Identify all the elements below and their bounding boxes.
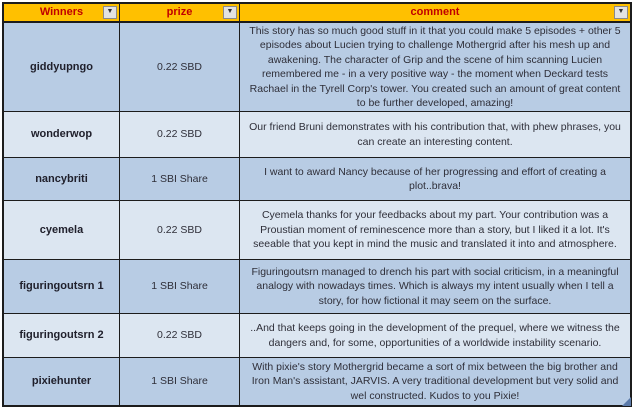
prize-cell[interactable]: 1 SBI Share [120,358,239,405]
column-header-winners-label: Winners [39,6,84,19]
comment-cell[interactable]: Our friend Bruni demonstrates with his contribution that, with phew phrases, you can create an interesting content. [240,112,630,157]
filter-button-winners[interactable] [103,6,117,19]
comment-cell[interactable]: Figuringoutsrn managed to drench his part with social criticism, in a meaningful analogy with nowadays times. Which is always my intent usually when I tell a story, for how fictional it may seem on the surface. [240,260,630,313]
prize-cell[interactable]: 1 SBI Share [120,260,239,313]
column-header-prize-label: prize [166,6,193,19]
filter-dropdown-icon: ▼ [106,8,114,16]
comment-cell[interactable]: This story has so much good stuff in it that you could make 5 episodes + other 5 episodes about Lucien trying to challenge Mothergrid after his mesh up and awakening. The character of Grip and the scene of him scanning Lucien remembered me - in a very positive way - the moment when Deckard tests Rachael in the Tyrell Corp's tower. You created such an amount of great content to be further developed, amazing! [240,23,630,111]
column-header-comment[interactable] [240,4,630,22]
comment-cell[interactable]: I want to award Nancy because of her progressing and effort of creating a plot..brava! [240,158,630,200]
column-header-prize[interactable] [120,4,239,22]
filter-button-comment[interactable] [614,6,628,19]
winner-cell[interactable]: cyemela [4,201,119,259]
prize-cell[interactable]: 0.22 SBD [120,314,239,357]
table-resize-handle[interactable] [622,397,631,406]
filter-dropdown-icon: ▼ [226,8,234,16]
winner-cell[interactable]: nancybriti [4,158,119,200]
winner-cell[interactable]: wonderwop [4,112,119,157]
comment-cell[interactable]: Cyemela thanks for your feedbacks about my part. Your contribution was a Proustian moment of reminescence more than a story, but I liked it a lot. It's seeable that you kept in mind the music and translated it into and atmosphere. [240,201,630,259]
column-header-winners[interactable] [4,4,119,22]
prize-cell[interactable]: 0.22 SBD [120,23,239,111]
filter-button-prize[interactable] [223,6,237,19]
prize-cell[interactable]: 1 SBI Share [120,158,239,200]
prize-cell[interactable]: 0.22 SBD [120,112,239,157]
filter-dropdown-icon: ▼ [617,8,625,16]
winner-cell[interactable]: giddyupngo [4,23,119,111]
winner-cell[interactable]: pixiehunter [4,358,119,405]
comment-cell[interactable]: ..And that keeps going in the development of the prequel, where we witness the dangers and, for some, opportunities of a worldwide instability scenario. [240,314,630,357]
winners-table [2,2,632,407]
prize-cell[interactable]: 0.22 SBD [120,201,239,259]
winner-cell[interactable]: figuringoutsrn 2 [4,314,119,357]
comment-cell[interactable]: With pixie's story Mothergrid became a sort of mix between the big brother and Iron Man's assistant, JARVIS. A very traditional development but very solid and wel constructed. Kudos to you Pixie! [240,358,630,405]
column-header-comment-label: comment [410,6,460,19]
spreadsheet [2,2,632,407]
winner-cell[interactable]: figuringoutsrn 1 [4,260,119,313]
